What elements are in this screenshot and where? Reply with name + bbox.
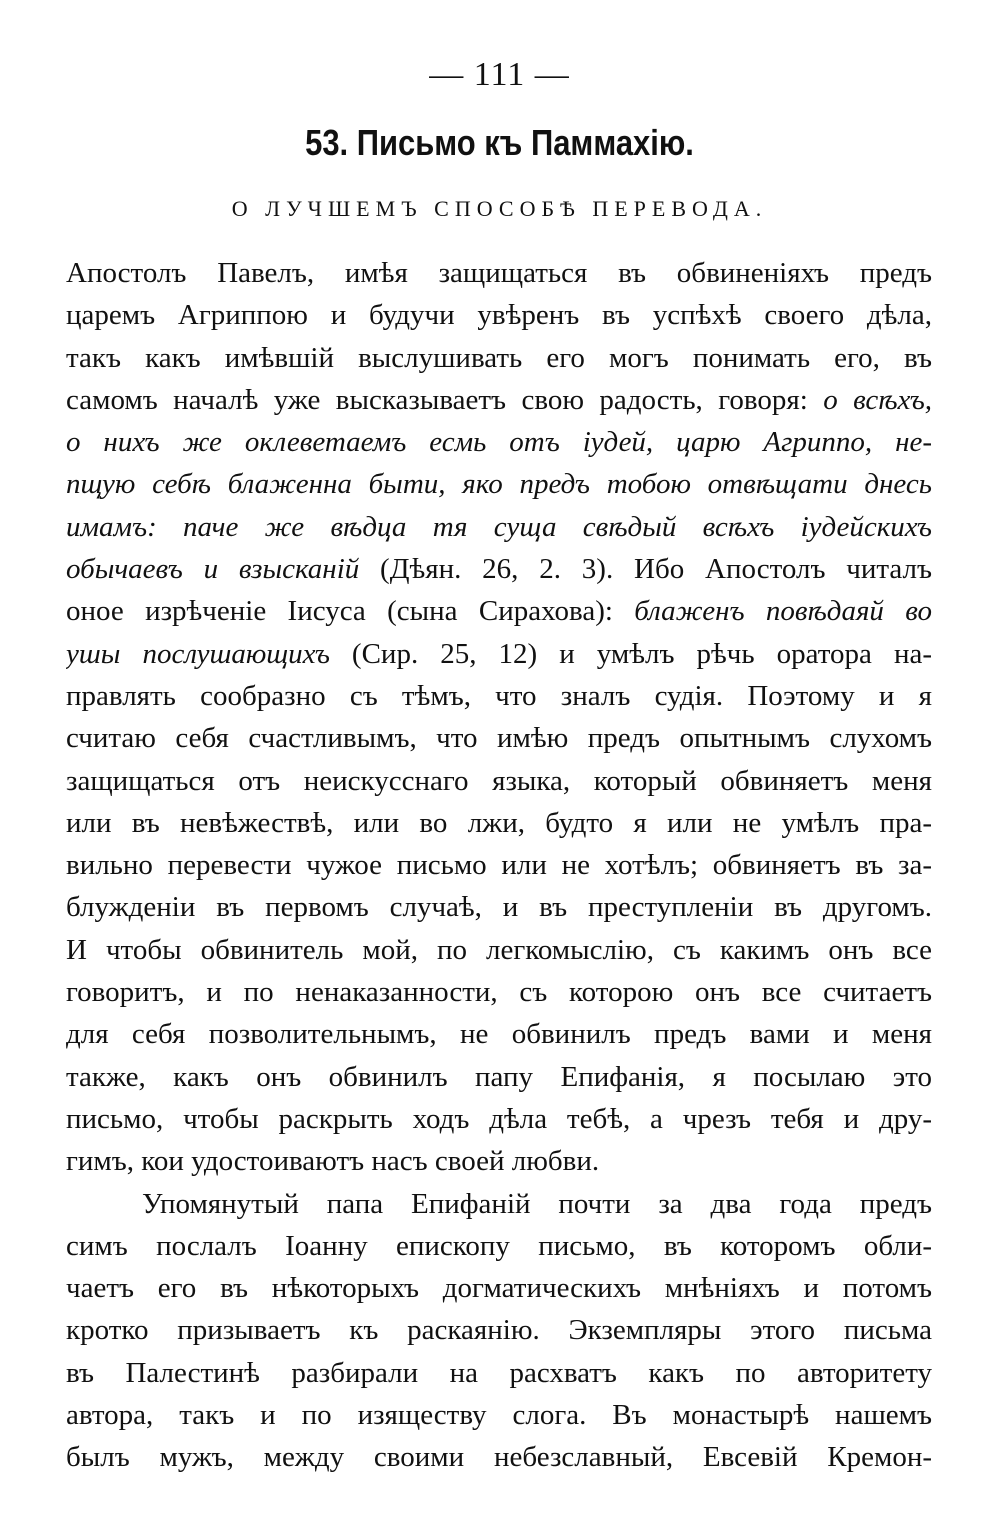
italic-quote-segment: о нихъ же оклеветаемъ есмь отъ іудей, царю Агриппо, не-: [66, 426, 932, 459]
text-line: [66, 548, 932, 590]
letter-subtitle: О ЛУЧШЕМЪ СПОСОБѢ ПЕРЕВОДА.: [231, 196, 768, 221]
text-line: [66, 929, 932, 971]
text-line: [66, 506, 932, 548]
text-line: [66, 1394, 932, 1436]
text-segment: или въ невѣжествѣ, или во лжи, будто я или не умѣлъ пра-: [66, 806, 932, 839]
text-segment: защищаться отъ неискусснаго языка, который обвиняетъ меня: [66, 764, 932, 797]
italic-quote-segment: ушы послушающихъ: [66, 637, 330, 670]
text-segment: гимъ, кои удостоиваютъ насъ своей любви.: [66, 1145, 600, 1178]
text-line: [66, 886, 932, 928]
text-line: [66, 1183, 932, 1225]
text-line: [66, 633, 932, 675]
text-segment: оное изрѣченіе Іисуса (сына Сирахова):: [66, 595, 635, 628]
text-line: [66, 379, 932, 421]
text-line: [66, 421, 932, 463]
text-segment: кротко призываетъ къ раскаянію. Экземпляры этого письма: [66, 1314, 932, 1347]
italic-quote-segment: имамъ: паче же вѣдца тя суща свѣдый всѣхъ іудейскихъ: [66, 510, 932, 543]
body-text: [66, 252, 932, 1479]
text-line: [66, 463, 932, 505]
text-segment: И чтобы обвинитель мой, по легкомыслію, съ какимъ онъ все: [66, 933, 932, 966]
text-line: [66, 294, 932, 336]
text-line: [66, 1140, 932, 1182]
text-segment: считаю себя счастливымъ, что имѣю предъ опытнымъ слухомъ: [66, 722, 932, 755]
text-segment: также, какъ онъ обвинилъ папу Епифанія, я посылаю это: [66, 1060, 932, 1093]
text-line: [66, 1098, 932, 1140]
text-line: [66, 337, 932, 379]
text-line: [66, 1056, 932, 1098]
text-segment: письмо, чтобы раскрыть ходъ дѣла тебѣ, а чрезъ тебя и дру-: [66, 1102, 932, 1135]
italic-quote-segment: пщую себѣ блаженна быти, яко предъ тобою отвѣщати днесь: [66, 468, 932, 501]
text-line: [66, 1267, 932, 1309]
text-segment: для себя позволительнымъ, не обвинилъ предъ вами и меня: [66, 1018, 932, 1051]
text-line: [66, 971, 932, 1013]
text-line: [66, 760, 932, 802]
text-line: [66, 802, 932, 844]
text-segment: (Дѣян. 26, 2. 3). Ибо Апостолъ читалъ: [359, 553, 932, 586]
text-segment: говоритъ, и по ненаказанности, съ которою онъ все считаетъ: [66, 976, 932, 1009]
text-segment: симъ послалъ Іоанну епископу письмо, въ которомъ обли-: [66, 1229, 932, 1262]
text-segment: былъ мужъ, между своими небезславный, Евсевій Кремон-: [66, 1441, 932, 1474]
text-line: [66, 1225, 932, 1267]
text-line: [66, 252, 932, 294]
text-line: [66, 1309, 932, 1351]
page-number: — 111 —: [429, 56, 570, 93]
letter-title: 53. Письмо къ Паммахію.: [305, 122, 694, 163]
text-segment: Упомянутый папа Епифаній почти за два года предъ: [142, 1187, 932, 1220]
text-segment: такъ какъ имѣвшій выслушивать его могъ понимать его, въ: [66, 341, 932, 374]
text-line: [66, 1352, 932, 1394]
text-line: [66, 844, 932, 886]
italic-quote-segment: блаженъ повѣдаяй во: [634, 595, 932, 628]
text-segment: чаетъ его въ нѣкоторыхъ догматическихъ мнѣніяхъ и потомъ: [66, 1272, 932, 1305]
text-segment: царемъ Агриппою и будучи увѣренъ въ успѣхѣ своего дѣла,: [66, 299, 932, 332]
text-segment: Апостолъ Павелъ, имѣя защищаться въ обвиненіяхъ предъ: [66, 257, 932, 289]
text-line: [66, 717, 932, 759]
text-segment: самомъ началѣ уже высказываетъ свою радость, говоря:: [66, 383, 824, 416]
italic-quote-segment: обычаевъ и взысканій: [66, 553, 360, 586]
text-segment: автора, такъ и по изяществу слога. Въ монастырѣ нашемъ: [66, 1399, 932, 1432]
italic-quote-segment: о всѣхъ,: [823, 383, 932, 416]
text-line: [66, 1013, 932, 1055]
text-segment: правлять сообразно съ тѣмъ, что зналъ судія. Поэтому и я: [66, 679, 932, 712]
text-line: [66, 1436, 932, 1478]
text-segment: блужденіи въ первомъ случаѣ, и въ преступленіи въ другомъ.: [66, 891, 932, 924]
text-segment: вильно перевести чужое письмо или не хотѣлъ; обвиняетъ въ за-: [66, 849, 932, 882]
text-line: [66, 590, 932, 632]
text-segment: въ Палестинѣ разбирали на расхватъ какъ по авторитету: [66, 1356, 932, 1389]
text-line: [66, 675, 932, 717]
text-segment: (Сир. 25, 12) и умѣлъ рѣчь оратора на-: [329, 637, 932, 670]
